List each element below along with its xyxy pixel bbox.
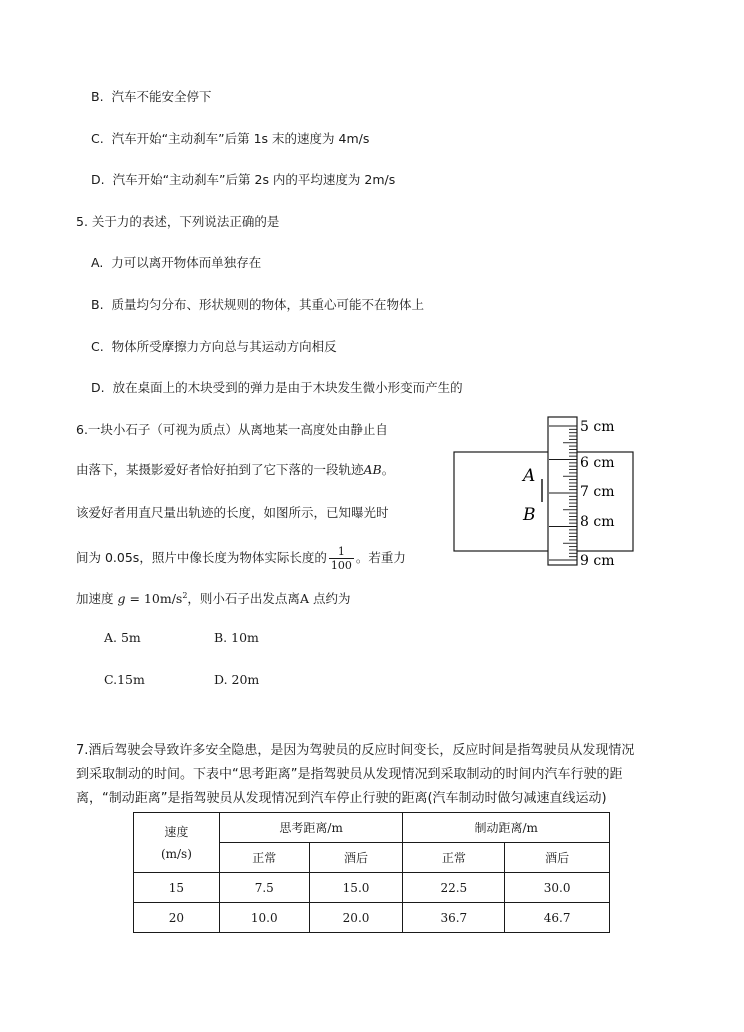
q6-option-d: D. 20m	[214, 672, 260, 687]
q6-option-b: B. 10m	[214, 630, 259, 645]
ruler-label-7cm: 7 cm	[580, 484, 615, 500]
q5-option-b: B. 质量均匀分布、形状规则的物体，其重心可能不在物体上	[91, 297, 425, 312]
table-cell: 10.0	[219, 903, 309, 933]
fraction-one-hundredth: $\frac{1}{100}$	[330, 545, 352, 572]
sub-header-cell: 酒后	[505, 843, 610, 873]
table-cell: 46.7	[505, 903, 610, 933]
q6-line-2: 由落下，某摄影爱好者恰好拍到了它下落的一段轨迹AB。	[76, 462, 395, 477]
q6-line-5: 加速度 $g = 10m/s^2$，则小石子出发点离A 点约为	[76, 591, 351, 607]
q5-stem: 5. 关于力的表述，下列说法正确的是	[76, 214, 280, 229]
table-cell: 20	[134, 903, 220, 933]
q5-option-d: D. 放在桌面上的木块受到的弹力是由于木块发生微小形变而产生的	[91, 380, 463, 395]
think-distance-header: 思考距离/m	[219, 813, 403, 843]
table-row	[134, 873, 610, 903]
q6-line-4: 间为 0.05s，照片中像长度为物体实际长度的 $\frac{1}{100}$ 。若重力	[76, 545, 406, 572]
table-cell: 15	[134, 873, 220, 903]
table-row	[134, 903, 610, 933]
distance-table	[133, 812, 610, 933]
ruler-label-5cm: 5 cm	[580, 419, 615, 435]
q4-option-b: B. 汽车不能安全停下	[91, 89, 212, 104]
point-b-label: B	[523, 505, 536, 525]
q6-line-3: 该爱好者用直尺量出轨迹的长度，如图所示，已知曝光时	[76, 505, 389, 520]
q6-option-c: C.15m	[104, 672, 145, 687]
sub-header-cell: 酒后	[309, 843, 403, 873]
speed-header-cell: 速度 (m/s)	[134, 813, 220, 873]
sub-header-cell: 正常	[403, 843, 505, 873]
ruler-label-9cm: 9 cm	[580, 553, 615, 569]
table-cell: 7.5	[219, 873, 309, 903]
q7-line-2: 到采取制动的时间。下表中“思考距离”是指驾驶员从发现情况到采取制动的时间内汽车行驶的距	[76, 767, 623, 782]
q5-option-c: C. 物体所受摩擦力方向总与其运动方向相反	[91, 339, 337, 354]
table-cell: 30.0	[505, 873, 610, 903]
table-cell: 36.7	[403, 903, 505, 933]
q4-option-d: D. 汽车开始“主动刹车”后第 2s 内的平均速度为 2m/s	[91, 172, 396, 187]
ruler-label-8cm: 8 cm	[580, 514, 615, 530]
q5-option-a: A. 力可以离开物体而单独存在	[91, 255, 262, 270]
point-a-label: A	[523, 466, 536, 486]
ruler-photo-figure	[450, 412, 640, 574]
ruler-label-6cm: 6 cm	[580, 455, 615, 471]
q7-line-3: 离，“制动距离”是指驾驶员从发现情况到汽车停止行驶的距离(汽车制动时做匀减速直线运动)	[76, 791, 607, 806]
table-cell: 22.5	[403, 873, 505, 903]
q6-option-a: A. 5m	[104, 630, 141, 645]
table-cell: 15.0	[309, 873, 403, 903]
table-cell: 20.0	[309, 903, 403, 933]
sub-header-cell: 正常	[219, 843, 309, 873]
q6-line-1: 6.一块小石子（可视为质点）从离地某一高度处由静止自	[76, 422, 388, 437]
q7-line-1: 7.酒后驾驶会导致许多安全隐患，是因为驾驶员的反应时间变长，反应时间是指驾驶员从发现情况	[76, 743, 635, 758]
q4-option-c: C. 汽车开始“主动刹车”后第 1s 末的速度为 4m/s	[91, 131, 370, 146]
brake-distance-header: 制动距离/m	[403, 813, 610, 843]
